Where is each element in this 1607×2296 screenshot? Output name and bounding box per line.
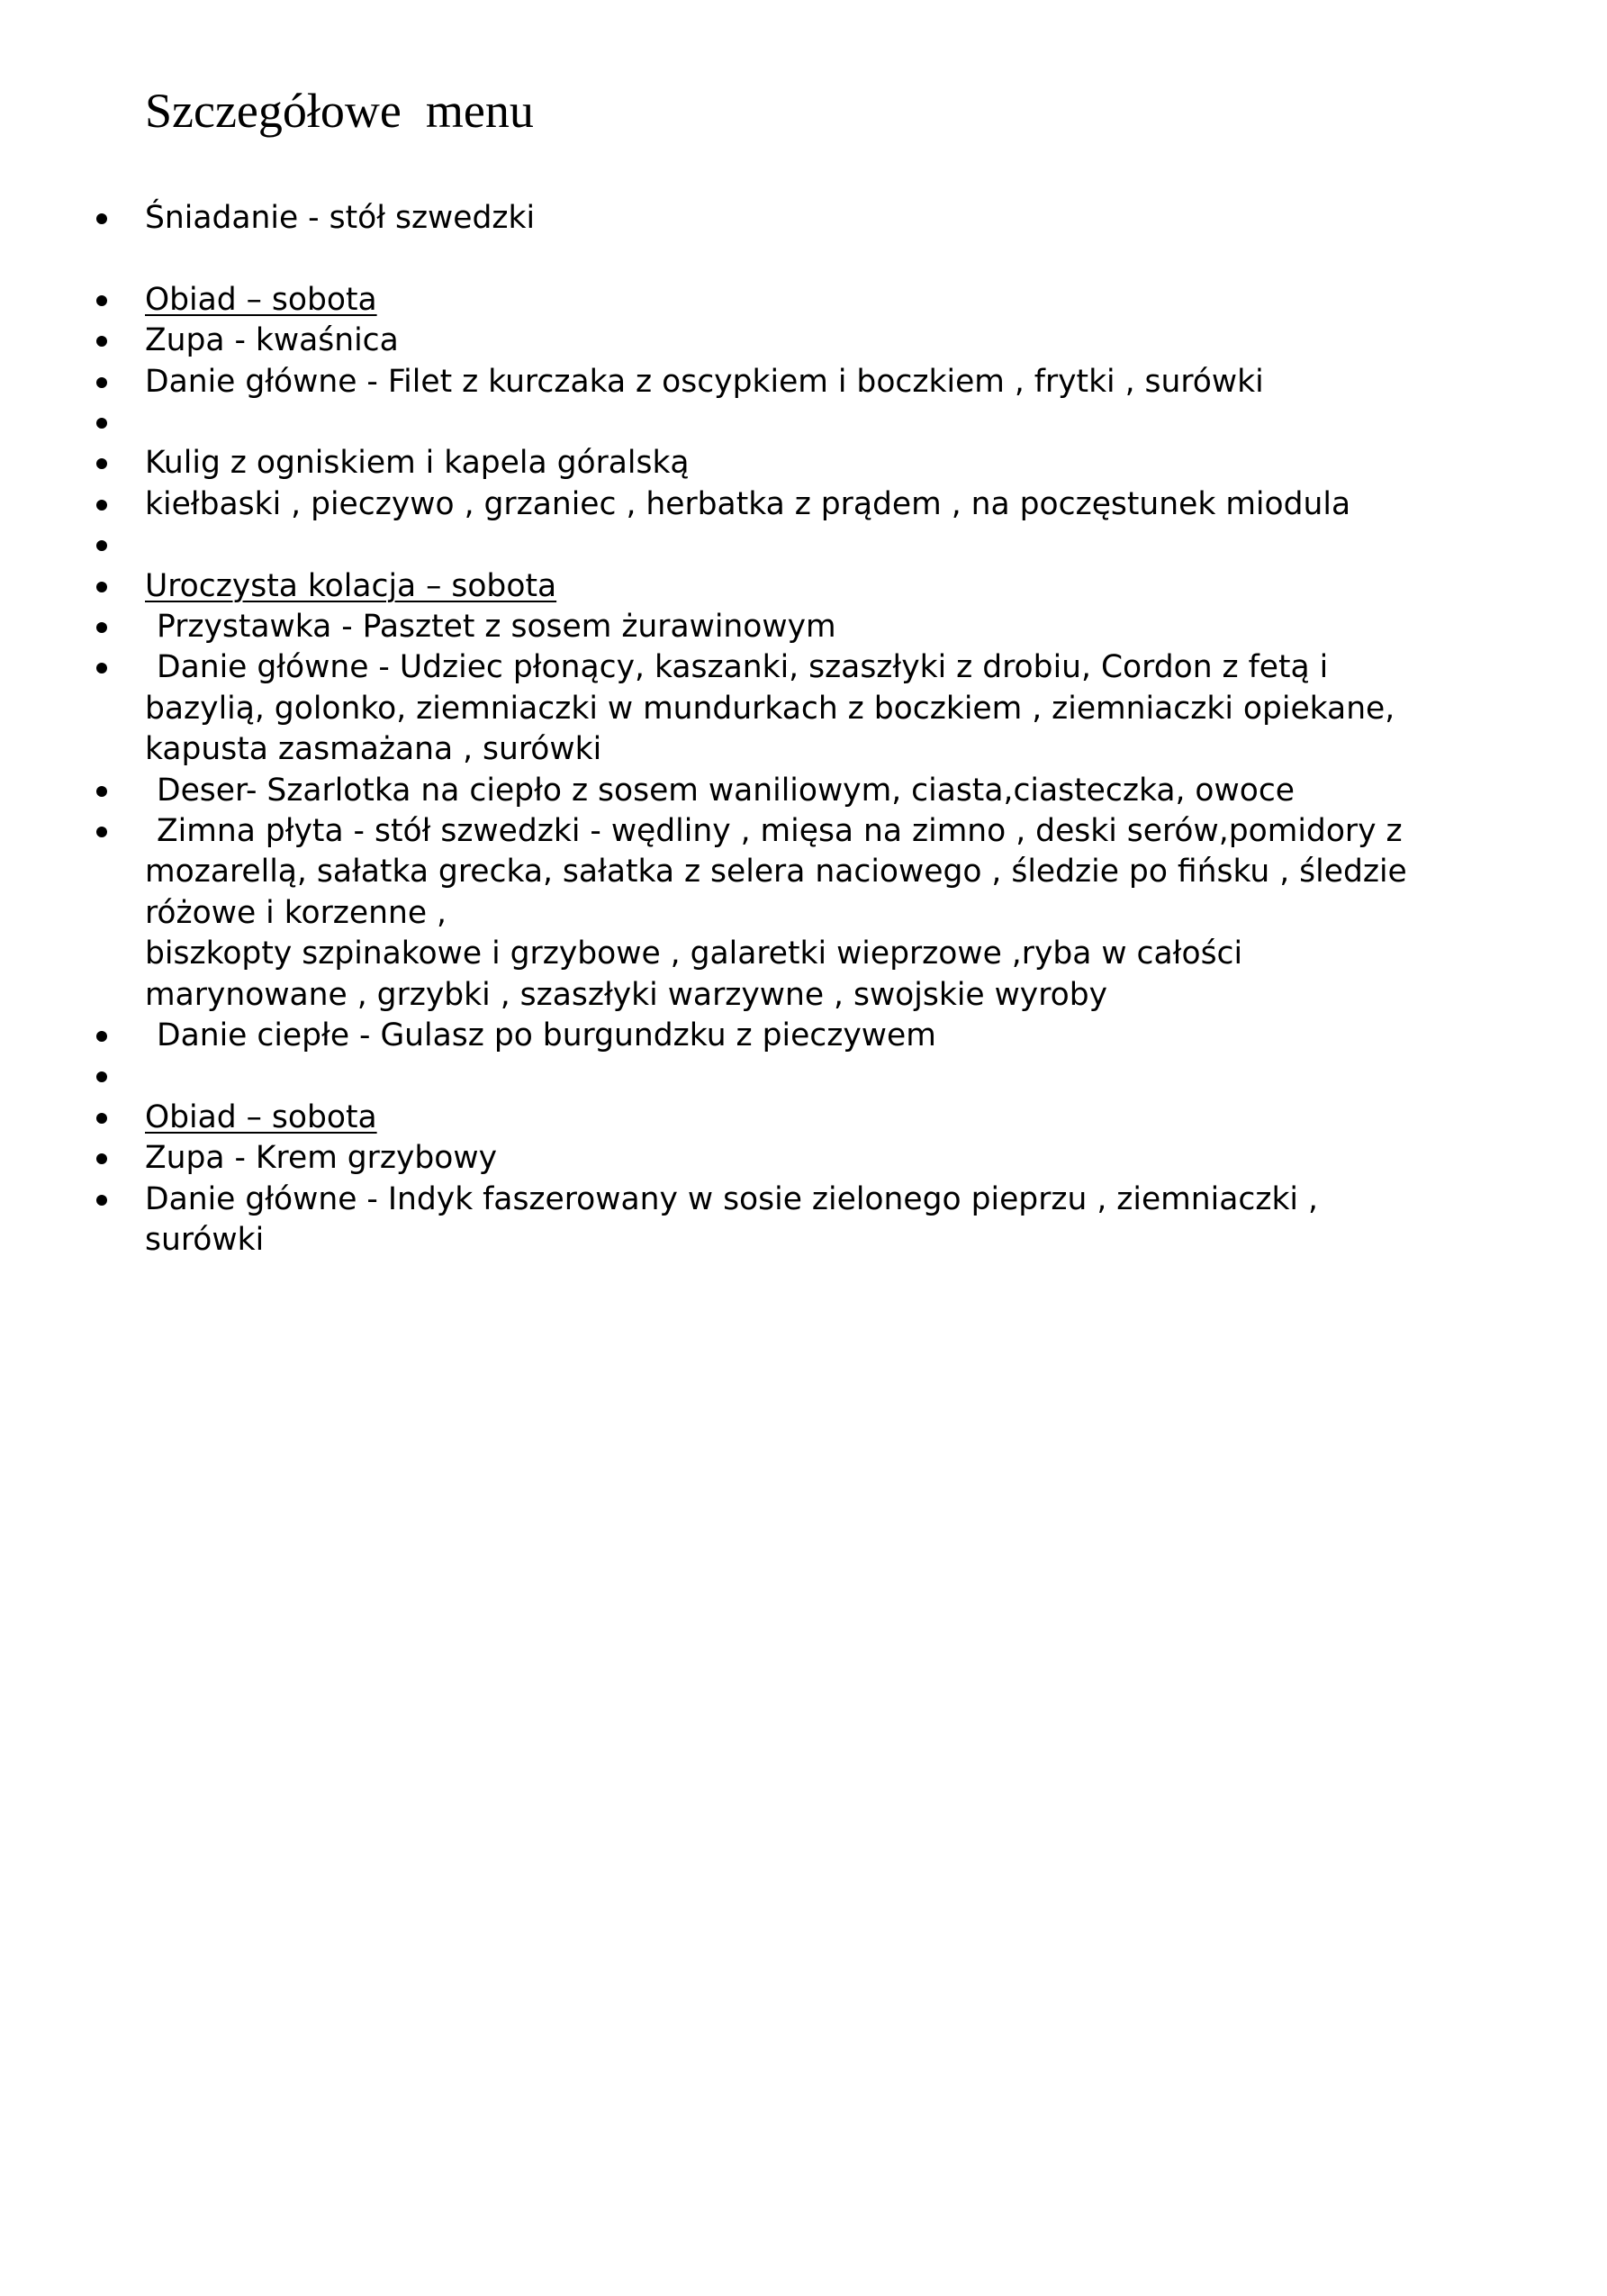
bullet-icon [96,1153,107,1164]
bullet-icon [96,540,107,551]
list-item-main-course [0,362,1607,402]
bullet-icon [96,1071,107,1082]
text-line: Danie główne - Indyk faszerowany w sosie zielonego pieprzu , ziemniaczki , [145,1180,1318,1217]
bullet-icon [96,1031,107,1042]
bullet-icon [96,1195,107,1206]
section-heading: Obiad – sobota [145,1098,377,1135]
bullet-icon [96,377,107,388]
text-line: różowe i korzenne , [145,894,447,931]
list-item-empty [0,402,1607,443]
list-item-text: Danie główne - Filet z kurczaka z oscypkiem i boczkiem , frytki , surówki [145,363,1264,400]
bullet-icon [96,582,107,592]
text-line: Danie główne - Udziec płonący, kaszanki, szaszłyki z drobiu, Cordon z fetą i [157,649,1329,686]
list-item-breakfast [0,198,1607,239]
section-heading: Uroczysta kolacja – sobota [145,567,557,604]
list-item-text: Przystawka - Pasztet z sosem żurawinowym [157,609,836,646]
list-item-text [145,647,1522,770]
list-item-soup [0,321,1607,361]
text-line: kapusta zasmażana , surówki [145,731,602,768]
list-item-empty [0,525,1607,565]
list-item-text: Danie ciepłe - Gulasz po burgundzku z pieczywem [157,1017,936,1054]
bullet-icon [96,458,107,469]
bullet-icon [96,786,107,797]
text-line: marynowane , grzybki , szaszłyki warzywne , swojskie wyroby [145,976,1108,1013]
spacer [0,239,1607,279]
bullet-icon [96,418,107,429]
text-line: mozarellą, sałatka grecka, sałatka z selera naciowego , śledzie po fińsku , śledzie [145,854,1407,890]
bullet-icon [96,213,107,224]
list-item-text: Śniadanie - stół szwedzki [145,200,536,236]
list-item-text: Zupa - Krem grzybowy [145,1140,498,1177]
bullet-icon [96,622,107,633]
list-item-heading-lunch-saturday [0,280,1607,321]
list-item-text [145,1180,1522,1261]
list-item-main-course-2 [0,1180,1607,1261]
section-heading: Obiad – sobota [145,281,377,318]
list-item-appetizer [0,607,1607,647]
list-item-text: Deser- Szarlotka na ciepło z sosem waniliowym, ciasta,ciasteczka, owoce [157,772,1296,809]
list-item-hot-dish [0,1016,1607,1056]
list-item-text [145,811,1522,1016]
list-item-heading-lunch-saturday-2 [0,1098,1607,1138]
list-item-heading-dinner [0,566,1607,607]
list-item-text: Zupa - kwaśnica [145,322,399,359]
list-item-dinner-main [0,647,1607,770]
bullet-icon [96,336,107,347]
text-line: bazylią, golonko, ziemniaczki w mundurkach z boczkiem , ziemniaczki opiekane, [145,690,1395,727]
text-line: surówki [145,1222,265,1259]
bullet-icon [96,663,107,673]
bullet-icon [96,827,107,837]
list-item-text: Kulig z ogniskiem i kapela góralską [145,445,690,482]
list-item-empty [0,1056,1607,1097]
list-item-sleigh-food [0,484,1607,525]
list-item-cold-buffet [0,811,1607,1016]
list-item-soup-2 [0,1138,1607,1179]
list-item-text: kiełbaski , pieczywo , grzaniec , herbatka z prądem , na poczęstunek miodula [145,485,1351,522]
list-item-dessert [0,771,1607,811]
page-title: Szczegółowe menu [145,84,534,138]
bullet-icon [96,500,107,511]
text-line: biszkopty szpinakowe i grzybowe , galaretki wieprzowe ,ryba w całości [145,936,1243,972]
list-item-sleigh-ride [0,443,1607,484]
text-line: Zimna płyta - stół szwedzki - wędliny , mięsa na zimno , deski serów,pomidory z [157,813,1403,850]
bullet-icon [96,1113,107,1124]
bullet-icon [96,295,107,306]
menu-list [0,198,1607,1261]
